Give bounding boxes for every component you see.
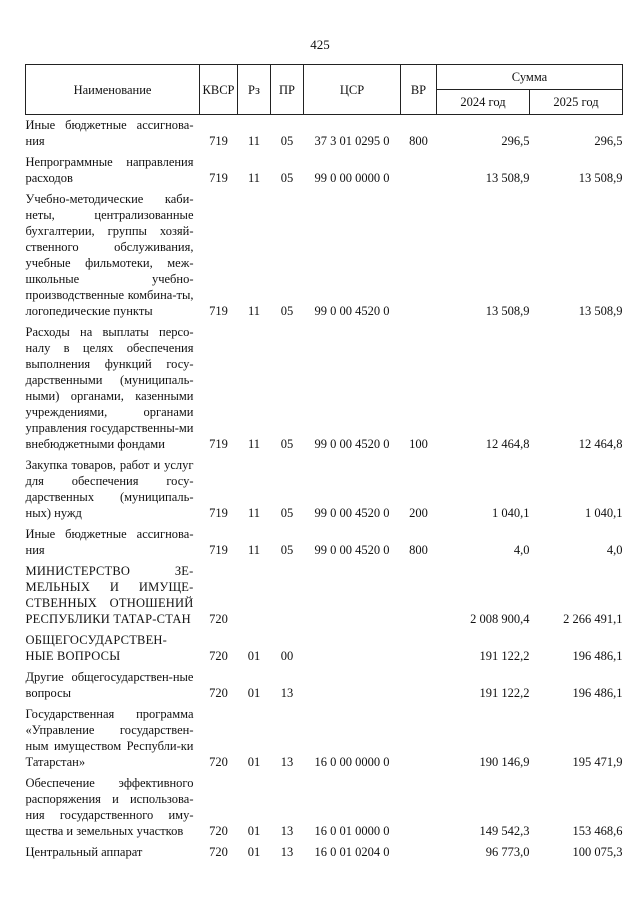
row-pr: 05 bbox=[280, 543, 294, 557]
row-rz: 01 bbox=[247, 755, 261, 769]
row-sum-2024: 190 146,9 bbox=[479, 755, 530, 769]
row-name: Другие общегосударствен-ные вопросы bbox=[25, 670, 194, 700]
row-sum-2025: 196 486,1 bbox=[572, 649, 623, 663]
row-csr bbox=[304, 667, 401, 704]
row-name: Иные бюджетные ассигнова-ния bbox=[25, 118, 194, 148]
row-name: ОБЩЕГОСУДАРСТВЕН-НЫЕ ВОПРОСЫ bbox=[25, 633, 167, 663]
row-rz: 01 bbox=[247, 649, 261, 663]
table-row bbox=[26, 189, 623, 322]
row-csr: 37 3 01 0295 0 bbox=[314, 134, 390, 148]
row-name: МИНИСТЕРСТВО ЗЕ-МЕЛЬНЫХ И ИМУЩЕ-СТВЕННЫХ ОТНОШЕНИЙ РЕСПУБЛИКИ ТАТАР-СТАН bbox=[25, 564, 194, 626]
row-vr bbox=[401, 704, 437, 773]
row-kvsr: 719 bbox=[209, 134, 228, 148]
row-vr: 200 bbox=[409, 506, 428, 520]
table-row bbox=[26, 773, 623, 842]
row-rz: 01 bbox=[247, 686, 261, 700]
budget-table bbox=[25, 64, 623, 863]
row-sum-2025: 13 508,9 bbox=[578, 304, 623, 318]
row-pr: 05 bbox=[280, 304, 294, 318]
header-summa: Сумма bbox=[437, 65, 623, 90]
row-vr bbox=[401, 667, 437, 704]
table-body bbox=[26, 115, 623, 864]
row-pr: 05 bbox=[280, 506, 294, 520]
header-pr: ПР bbox=[271, 65, 304, 115]
row-rz: 11 bbox=[247, 506, 261, 520]
row-csr: 16 0 01 0204 0 bbox=[314, 845, 390, 859]
row-rz: 01 bbox=[247, 845, 261, 859]
row-kvsr: 719 bbox=[209, 171, 228, 185]
row-pr: 05 bbox=[280, 437, 294, 451]
table-row bbox=[26, 322, 623, 455]
row-name: Непрограммные направления расходов bbox=[25, 155, 194, 185]
row-sum-2024: 96 773,0 bbox=[485, 845, 530, 859]
row-kvsr: 720 bbox=[209, 824, 228, 838]
row-rz: 01 bbox=[247, 824, 261, 838]
row-csr bbox=[304, 561, 401, 630]
row-csr: 99 0 00 4520 0 bbox=[314, 304, 390, 318]
row-sum-2025: 12 464,8 bbox=[578, 437, 623, 451]
row-kvsr: 719 bbox=[209, 506, 228, 520]
row-csr bbox=[304, 630, 401, 667]
row-rz: 11 bbox=[247, 543, 261, 557]
row-vr bbox=[401, 630, 437, 667]
row-name: Центральный аппарат bbox=[25, 845, 143, 859]
row-csr: 99 0 00 4520 0 bbox=[314, 543, 390, 557]
table-row bbox=[26, 667, 623, 704]
row-kvsr: 719 bbox=[209, 543, 228, 557]
row-csr: 99 0 00 4520 0 bbox=[314, 506, 390, 520]
row-rz bbox=[238, 561, 271, 630]
row-sum-2024: 149 542,3 bbox=[479, 824, 530, 838]
row-vr: 800 bbox=[409, 134, 428, 148]
row-kvsr: 719 bbox=[209, 437, 228, 451]
row-pr bbox=[271, 561, 304, 630]
row-name: Закупка товаров, работ и услуг для обеспечения госу-дарственных (муниципаль-ных) нужд bbox=[25, 458, 194, 520]
row-sum-2024: 1 040,1 bbox=[492, 506, 530, 520]
row-sum-2025: 4,0 bbox=[606, 543, 623, 557]
row-sum-2025: 195 471,9 bbox=[572, 755, 623, 769]
row-rz: 11 bbox=[247, 437, 261, 451]
row-pr: 05 bbox=[280, 171, 294, 185]
row-sum-2024: 191 122,2 bbox=[479, 649, 530, 663]
row-sum-2024: 2 008 900,4 bbox=[470, 612, 530, 626]
header-csr: ЦСР bbox=[304, 65, 401, 115]
row-sum-2024: 4,0 bbox=[513, 543, 530, 557]
row-name: Иные бюджетные ассигнова-ния bbox=[25, 527, 194, 557]
row-csr: 99 0 00 0000 0 bbox=[314, 171, 390, 185]
table-row bbox=[26, 630, 623, 667]
row-sum-2025: 1 040,1 bbox=[585, 506, 623, 520]
row-sum-2025: 13 508,9 bbox=[578, 171, 623, 185]
row-vr bbox=[401, 561, 437, 630]
row-sum-2024: 12 464,8 bbox=[485, 437, 530, 451]
row-kvsr: 720 bbox=[209, 649, 228, 663]
header-rz: Рз bbox=[238, 65, 271, 115]
row-rz: 11 bbox=[247, 134, 261, 148]
row-kvsr: 720 bbox=[209, 686, 228, 700]
table-row bbox=[26, 704, 623, 773]
table-header bbox=[26, 65, 623, 115]
row-rz: 11 bbox=[247, 304, 261, 318]
table-row bbox=[26, 152, 623, 189]
row-name: Расходы на выплаты персо-налу в целях обеспечения выполнения функций госу-дарственными (муниципаль-ными) органами, казенными учреждениями, органами управления государственны-ми внебюджетными фондами bbox=[25, 325, 194, 451]
row-kvsr: 720 bbox=[209, 612, 228, 626]
row-kvsr: 720 bbox=[209, 845, 228, 859]
table-row bbox=[26, 842, 623, 863]
row-vr bbox=[401, 189, 437, 322]
row-sum-2025: 153 468,6 bbox=[572, 824, 623, 838]
row-csr: 99 0 00 4520 0 bbox=[314, 437, 390, 451]
row-csr: 16 0 01 0000 0 bbox=[314, 824, 390, 838]
row-vr bbox=[401, 773, 437, 842]
row-pr: 13 bbox=[280, 755, 294, 769]
row-sum-2025: 2 266 491,1 bbox=[563, 612, 623, 626]
row-vr bbox=[401, 842, 437, 863]
row-name: Учебно-методические каби-неты, централизованные бухгалтерии, группы хозяй-ственного обслуживания, учебные фильмотеки, меж-школьные учебно-производственные комбина-ты, логопедические пункты bbox=[25, 192, 194, 318]
row-pr: 00 bbox=[280, 649, 294, 663]
header-name: Наименование bbox=[26, 65, 200, 115]
header-vr: ВР bbox=[401, 65, 437, 115]
table-row bbox=[26, 561, 623, 630]
row-csr: 16 0 00 0000 0 bbox=[314, 755, 390, 769]
row-name: Обеспечение эффективного распоряжения и использова-ния государственного иму-щества и земельных участков bbox=[25, 776, 194, 838]
row-rz: 11 bbox=[247, 171, 261, 185]
row-pr: 05 bbox=[280, 134, 294, 148]
row-sum-2025: 196 486,1 bbox=[572, 686, 623, 700]
table-row bbox=[26, 115, 623, 153]
header-year-2024: 2024 год bbox=[437, 90, 530, 115]
row-vr: 800 bbox=[409, 543, 428, 557]
row-sum-2024: 13 508,9 bbox=[485, 304, 530, 318]
row-kvsr: 720 bbox=[209, 755, 228, 769]
row-sum-2024: 296,5 bbox=[501, 134, 530, 148]
row-sum-2025: 296,5 bbox=[594, 134, 623, 148]
row-sum-2024: 191 122,2 bbox=[479, 686, 530, 700]
table-row bbox=[26, 455, 623, 524]
row-sum-2025: 100 075,3 bbox=[572, 845, 623, 859]
row-pr: 13 bbox=[280, 686, 294, 700]
header-year-2025: 2025 год bbox=[530, 90, 623, 115]
table-row bbox=[26, 524, 623, 561]
row-vr: 100 bbox=[409, 437, 428, 451]
row-pr: 13 bbox=[280, 824, 294, 838]
row-vr bbox=[401, 152, 437, 189]
row-name: Государственная программа «Управление государствен-ным имуществом Республи-ки Татарстан» bbox=[25, 707, 194, 769]
row-kvsr: 719 bbox=[209, 304, 228, 318]
row-pr: 13 bbox=[280, 845, 294, 859]
row-sum-2024: 13 508,9 bbox=[485, 171, 530, 185]
header-kvsr: КВСР bbox=[200, 65, 238, 115]
page-number: 425 bbox=[310, 37, 330, 52]
